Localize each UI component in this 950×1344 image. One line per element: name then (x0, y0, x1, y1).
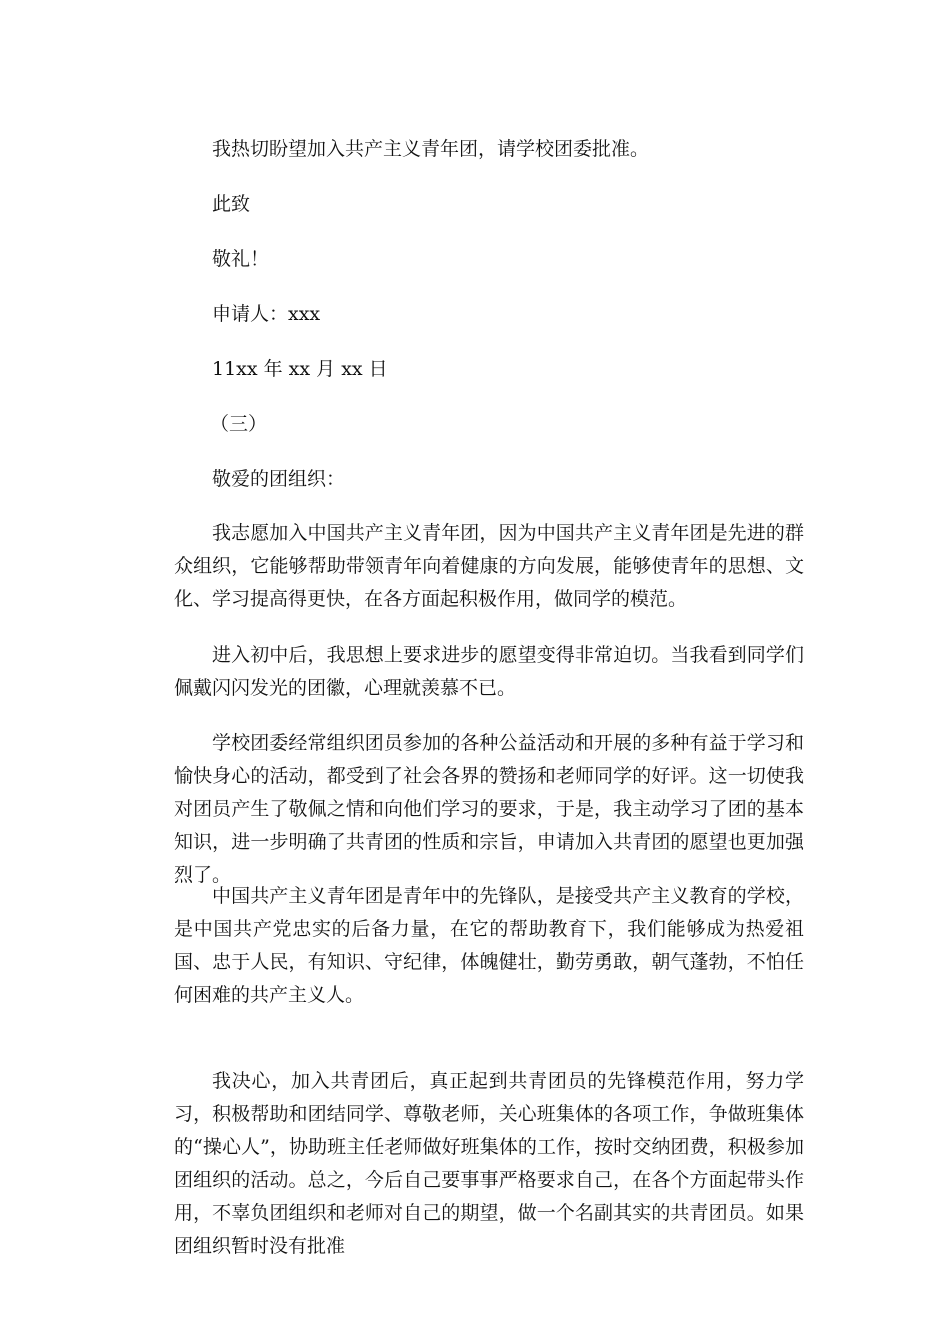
closing-request: 我热切盼望加入共产主义青年团，请学校团委批准。 (212, 138, 650, 160)
paragraph-5: 我决心，加入共青团后，真正起到共青团员的先锋模范作用，努力学习，积极帮助和团结同学、尊敬老师，关心班集体的各项工作，争做班集体的“操心人”，协助班主任老师做好班集体的工作，按时交纳团费，积极参加团组织的活动。总之，今后自己要事事严格要求自己，在各个方面起带头作用，不辜负团组织和老师对自己的期望，做一个名副其实的共青团员。如果团组织暂时没有批准 (174, 1070, 804, 1257)
salutation-2: 敬礼！ (212, 248, 270, 270)
section-number: （三） (210, 413, 268, 435)
paragraph-2: 进入初中后，我思想上要求进步的愿望变得非常迫切。当我看到同学们佩戴闪闪发光的团徽，心理就羡慕不已。 (174, 644, 804, 699)
salutation-1: 此致 (212, 193, 251, 215)
paragraph-4: 中国共产主义青年团是青年中的先锋队，是接受共产主义教育的学校，是中国共产党忠实的后备力量，在它的帮助教育下，我们能够成为热爱祖国、忠于人民，有知识、守纪律，体魄健壮，勤劳勇敢，朝气蓬勃，不怕任何困难的共产主义人。 (174, 885, 804, 1006)
greeting: 敬爱的团组织： (212, 468, 346, 490)
applicant-line: 申请人：xxx (212, 303, 321, 325)
paragraph-3: 学校团委经常组织团员参加的各种公益活动和开展的多种有益于学习和愉快身心的活动，都受到了社会各界的赞扬和老师同学的好评。这一切使我对团员产生了敬佩之情和向他们学习的要求，于是，我主动学习了团的基本知识，进一步明确了共青团的性质和宗旨，申请加入共青团的愿望也更加强烈了。 (174, 732, 804, 886)
date-line: 11xx 年 xx 月 xx 日 (212, 358, 388, 380)
paragraph-1: 我志愿加入中国共产主义青年团，因为中国共产主义青年团是先进的群众组织，它能够帮助带领青年向着健康的方向发展，能够使青年的思想、文化、学习提高得更快，在各方面起积极作用，做同学的模范。 (174, 522, 804, 610)
